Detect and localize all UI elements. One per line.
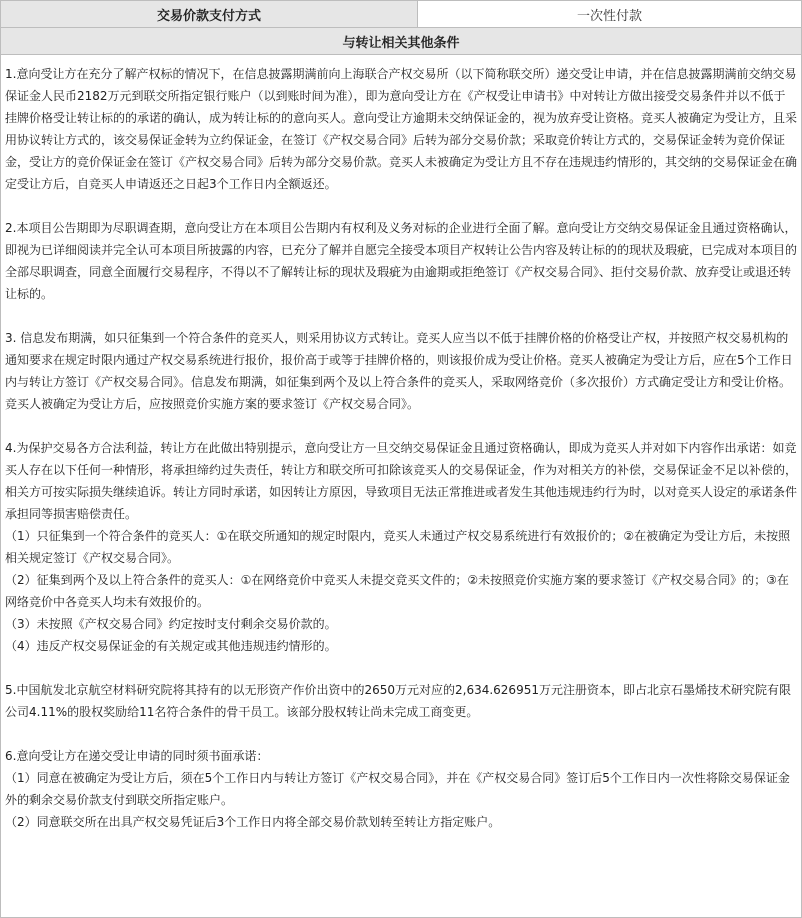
condition-2: 2.本项目公告期即为尽职调查期，意向受让方在本项目公告期内有权利及义务对标的企业进行全面了解。意向受让方交纳交易保证金且通过资格确认，即视为已详细阅读并完全认可本项目所披露的内容，已充分了解并自愿完全接受本项目产权转让公告内容及转让标的的现状及瑕疵，已完成对本项目的全部尽职调查，同意全面履行交易程序，不得以不了解转让标的现状及瑕疵为由逾期或拒绝签订《产权交易合同》、拒付交易价款、放弃受让或退还转让标的。	[5, 221, 798, 301]
conditions-body	[1, 55, 801, 833]
condition-5: 5.中国航发北京航空材料研究院将其持有的以无形资产作价出资中的2650万元对应的2,634.626951万元注册资本，即占北京石墨烯技术研究院有限公司4.11%的股权奖励给11名符合条件的骨干员工。该部分股权转让尚未完成工商变更。	[5, 683, 791, 719]
condition-6: 6.意向受让方在递交受让申请的同时须书面承诺： （1）同意在被确定为受让方后，须在5个工作日内与转让方签订《产权交易合同》，并在《产权交易合同》签订后5个工作日内一次性将除交易保证金外的剩余交易价款支付到联交所指定账户。 （2）同意联交所在出具产权交易凭证后3个工作日内将全部交易价款划转至转让方指定账户。	[5, 749, 790, 829]
payment-method-value: 一次性付款	[576, 8, 642, 24]
condition-4: 4.为保护交易各方合法利益，转让方在此做出特别提示，意向受让方一旦交纳交易保证金且通过资格确认，即成为竞买人并对如下内容作出承诺：如竞买人存在以下任何一种情形，将承担缔约过失责任，转让方和联交所可扣除该竞买人的交易保证金，作为对相关方的补偿，交易保证金不足以补偿的，相关方可按实际损失继续追诉。转让方同时承诺，如因转让方原因，导致项目无法正常推进或者发生其他违规违约行为时，以对竞买人设定的承诺条件承担同等损害赔偿责任。 （1）只征集到一个符合条件的竞买人：①在联交所通知的规定时限内，竞买人未通过产权交易系统进行有效报价的；②在被确定为受让方后，未按照相关规定签订《产权交易合同》。 （2）征集到两个及以上符合条件的竞买人：①在网络竞价中竞买人未提交竞买文件的；②未按照竞价实施方案的要求签订《产权交易合同》的；③在网络竞价中各竞买人均未有效报价的。 （3）未按照《产权交易合同》约定按时支付剩余交易价款的。 （4）违反产权交易保证金的有关规定或其他违规违约情形的。	[5, 441, 798, 653]
condition-1: 1.意向受让方在充分了解产权标的情况下，在信息披露期满前向上海联合产权交易所（以下简称联交所）递交受让申请，并在信息披露期满前交纳交易保证金人民币2182万元到联交所指定银行账户（以到账时间为准），即为意向受让方在《产权受让申请书》中对转让方做出接受交易条件并以不低于挂牌价格受让转让标的的承诺的确认，成为转让标的的意向买人。意向受让方逾期未交纳保证金的，视为放弃受让资格。竞买人被确定为受让方，且采用协议转让方式的，该交易保证金转为立约保证金，在签订《产权交易合同》后转为部分交易价款；采取竞价转让方式的，交易保证金转为竞价保证金，受让方的竞价保证金在签订《产权交易合同》后转为部分交易价款。竞买人未被确定为受让方且不存在违规违约情形的，其交纳的交易保证金在确定受让方后，自竞买人申请返还之日起3个工作日内全额返还。	[5, 67, 798, 191]
payment-row	[1, 1, 801, 28]
payment-method-label: 交易价款支付方式	[1, 1, 418, 27]
section-title: 与转让相关其他条件	[1, 28, 801, 55]
condition-3: 3. 信息发布期满，如只征集到一个符合条件的竞买人，则采用协议方式转让。竞买人应当以不低于挂牌价格的价格受让产权，并按照产权交易机构的通知要求在规定时限内通过产权交易系统进行报价，报价高于或等于挂牌价格的，则该报价成为受让价格。竞买人被确定为受让方后，应在5个工作日内与转让方签订《产权交易合同》。信息发布期满，如征集到两个及以上符合条件的竞买人，采取网络竞价（多次报价）方式确定受让方和受让价格。竞买人被确定为受让方后，应按照竞价实施方案的要求签订《产权交易合同》。	[5, 331, 793, 411]
